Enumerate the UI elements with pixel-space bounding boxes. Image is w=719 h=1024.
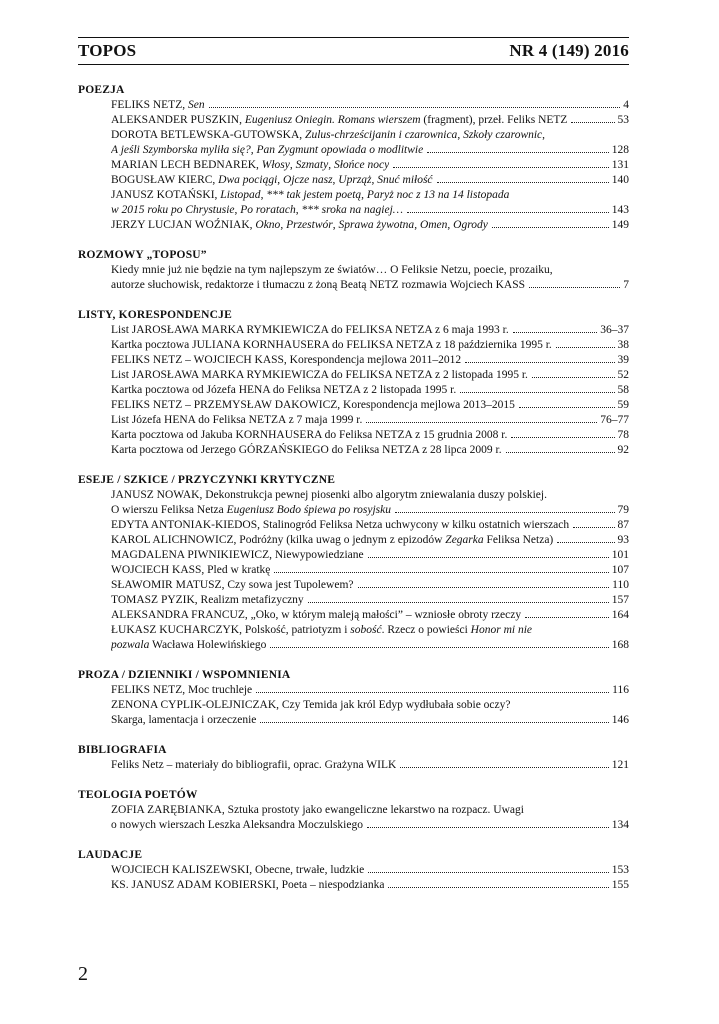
toc-line [111, 368, 629, 383]
italic-title: Okno [255, 219, 281, 231]
entry-segment: Feliksa Netza) [483, 534, 554, 546]
entry-page-number: 58 [617, 384, 629, 396]
toc-entry [111, 338, 629, 353]
section-heading: POEZJA [78, 84, 125, 96]
dot-leader [532, 377, 615, 378]
toc-line [111, 428, 629, 443]
toc-section [78, 788, 629, 833]
italic-title: Po roratach [240, 204, 296, 216]
entry-segment: JERZY LUCJAN WOŹNIAK, [111, 219, 256, 231]
dot-leader [308, 602, 609, 603]
toc-line [111, 338, 629, 353]
toc-line [111, 878, 629, 893]
entry-segment: BOGUSŁAW KIERC, [111, 174, 219, 186]
entry-segment: , [361, 189, 367, 201]
entry-text [111, 173, 433, 188]
entry-segment: ALEKSANDER PUSZKIN, [111, 114, 245, 126]
toc-entry [111, 128, 629, 158]
toc-line [111, 143, 629, 158]
entry-text [111, 428, 507, 443]
toc-entry [111, 188, 629, 218]
toc-section [78, 473, 629, 653]
toc-entry [111, 398, 629, 413]
entry-segment: Skarga, lamentacja i orzeczenie [111, 714, 257, 726]
italic-title: Eugeniusz Oniegin. Romans wierszem [244, 114, 421, 126]
entry-segment: Karta pocztowa od Jakuba KORNHAUSERA do Feliksa NETZA z 15 grudnia 2008 r. [111, 429, 508, 441]
toc-line [111, 158, 629, 173]
entry-segment: Feliks Netz – materiały do bibliografii, oprac. Grażyna WILK [111, 759, 397, 771]
toc-section [78, 83, 629, 233]
entry-text [111, 608, 521, 623]
entry-page-number: 4 [623, 99, 629, 111]
entry-page-number: 52 [617, 369, 629, 381]
italic-title: Listopad [220, 189, 261, 201]
toc-section [78, 743, 629, 773]
toc-entry [111, 173, 629, 188]
entry-segment: , [371, 174, 378, 186]
italic-title: Zulus-chrześcijanin i czarownica [305, 129, 458, 141]
entry-text [111, 443, 502, 458]
entry-segment: ZENONA CYPLIK-OLEJNICZAK, Czy Temida jak król Edyp wydłubała sobie oczy? [111, 699, 511, 711]
toc-line [111, 533, 629, 548]
entry-segment: KAROL ALICHNOWICZ, Podróżny (kilka uwag o jednym z epizodów [111, 534, 446, 546]
dot-leader [393, 167, 609, 168]
toc-line [111, 698, 629, 713]
toc-line [111, 113, 629, 128]
italic-title: Snuć miłość [377, 174, 433, 186]
section-heading: LAUDACJE [78, 849, 143, 861]
toc-line [111, 218, 629, 233]
entry-segment: Kiedy mnie już nie będzie na tym najlepszym ze światów… O Feliksie Netzu, poecie, prozaiku, [111, 264, 553, 276]
entry-segment: , [289, 159, 296, 171]
toc-section [78, 308, 629, 458]
italic-title: Sen [187, 99, 205, 111]
table-of-contents [78, 83, 629, 908]
dot-leader [260, 722, 608, 723]
toc-entry [111, 518, 629, 533]
dot-leader [368, 872, 608, 873]
toc-line [111, 623, 629, 638]
toc-line [111, 683, 629, 698]
dot-leader [427, 152, 609, 153]
toc-line [111, 578, 629, 593]
italic-title: *** sroka na nagiej… [301, 204, 403, 216]
journal-title: TOPOS [78, 41, 137, 60]
entry-text [111, 158, 389, 173]
toc-entry [111, 533, 629, 548]
dot-leader [437, 182, 609, 183]
section-heading: TEOLOGIA POETÓW [78, 789, 198, 801]
entry-page-number: 7 [623, 279, 629, 291]
italic-title: Omen [419, 219, 448, 231]
dot-leader [407, 212, 609, 213]
entry-segment: ŁUKASZ KUCHARCZYK, Polskość, patriotyzm i [111, 624, 351, 636]
entry-segment: , [280, 219, 287, 231]
entry-segment: JANUSZ NOWAK, Dekonstrukcja pewnej piosenki albo algorytm zniewalania duszy polskiej. [111, 489, 547, 501]
toc-entry [111, 263, 629, 293]
dot-leader [274, 572, 608, 573]
toc-line [111, 608, 629, 623]
dot-leader [556, 347, 615, 348]
toc-line [111, 398, 629, 413]
dot-leader [513, 332, 598, 333]
dot-leader [571, 122, 614, 123]
dot-leader [388, 887, 608, 888]
entry-segment: ALEKSANDRA FRANCUZ, „Oko, w którym maleją małości” – wzniosłe obroty rzeczy [111, 609, 522, 621]
entry-page-number: 38 [617, 339, 629, 351]
toc-section [78, 248, 629, 293]
italic-title: pozwala [111, 639, 150, 651]
entry-text [111, 503, 391, 518]
toc-entry [111, 413, 629, 428]
dot-leader [256, 692, 609, 693]
entry-segment: FELIKS NETZ, Moc truchleje [111, 684, 253, 696]
entry-page-number: 134 [611, 819, 629, 831]
italic-title: Dwa pociągi [218, 174, 278, 186]
entry-segment: TOMASZ PYZIK, Realizm metafizyczny [111, 594, 304, 606]
entry-page-number: 92 [617, 444, 629, 456]
entry-text [111, 593, 304, 608]
toc-entry [111, 758, 629, 773]
entry-text [111, 638, 266, 653]
italic-title: Uprząż [338, 174, 372, 186]
toc-entry [111, 428, 629, 443]
entry-segment: Karta pocztowa od Jerzego GÓRZAŃSKIEGO do Feliksa NETZA z 28 lipca 2009 r. [111, 444, 502, 456]
italic-title: Eugeniusz Bodo śpiewa po rosyjsku [226, 504, 392, 516]
dot-leader [368, 557, 609, 558]
entry-segment: , [234, 204, 241, 216]
entry-segment: . Rzecz o powieści [381, 624, 471, 636]
entry-text [111, 218, 488, 233]
entry-segment: , [447, 219, 454, 231]
entry-page-number: 153 [611, 864, 629, 876]
toc-entry [111, 218, 629, 233]
toc-section [78, 848, 629, 893]
dot-leader [400, 767, 608, 768]
entry-page-number: 93 [617, 534, 629, 546]
toc-line [111, 128, 629, 143]
entry-text [111, 863, 364, 878]
entry-text [111, 698, 511, 713]
toc-entry [111, 443, 629, 458]
dot-leader [506, 452, 615, 453]
entry-page-number: 59 [617, 399, 629, 411]
toc-line [111, 488, 629, 503]
dot-leader [270, 647, 608, 648]
italic-title: Ogrody [453, 219, 488, 231]
entry-segment: , [328, 159, 334, 171]
entry-page-number: 128 [611, 144, 629, 156]
dot-leader [525, 617, 609, 618]
italic-title: *** tak jestem poetą [266, 189, 362, 201]
toc-line [111, 383, 629, 398]
page-number: 2 [78, 963, 88, 985]
entry-page-number: 76–77 [600, 414, 629, 426]
toc-line [111, 863, 629, 878]
entry-text [111, 518, 569, 533]
entry-segment: , [414, 219, 420, 231]
entry-segment: , [277, 174, 284, 186]
dot-leader [395, 512, 614, 513]
entry-segment: SŁAWOMIR MATUSZ, Czy sowa jest Tupolewem? [111, 579, 354, 591]
toc-line [111, 758, 629, 773]
entry-text [111, 203, 403, 218]
entry-text [111, 413, 362, 428]
entry-page-number: 101 [611, 549, 629, 561]
entry-text [111, 818, 363, 833]
toc-line [111, 803, 629, 818]
toc-entry [111, 563, 629, 578]
entry-text [111, 578, 354, 593]
toc-entry [111, 593, 629, 608]
entry-text [111, 278, 525, 293]
entry-segment: WOJCIECH KASS, Pled w kratkę [111, 564, 271, 576]
entry-text [111, 98, 205, 113]
italic-title: Włosy [261, 159, 290, 171]
italic-title: A jeśli Szymborska myliła się?, Pan Zygmunt opowiada o modlitwie [111, 144, 424, 156]
entry-text [111, 383, 456, 398]
dot-leader [358, 587, 610, 588]
entry-segment: , [457, 129, 464, 141]
entry-text [111, 128, 545, 143]
entry-segment: MAGDALENA PIWNIKIEWICZ, Niewypowiedziane [111, 549, 364, 561]
toc-entry [111, 608, 629, 623]
dot-leader [573, 527, 614, 528]
toc-line [111, 593, 629, 608]
italic-title: w 2015 roku po Chrystusie [111, 204, 235, 216]
italic-title: Słońce nocy [333, 159, 390, 171]
italic-title: Szmaty [295, 159, 329, 171]
entry-text [111, 353, 461, 368]
header-top-rule [78, 37, 629, 38]
entry-text [111, 488, 547, 503]
dot-leader [367, 827, 609, 828]
toc-entry [111, 548, 629, 563]
entry-text [111, 533, 553, 548]
entry-text [111, 713, 256, 728]
toc-entry [111, 368, 629, 383]
toc-entry [111, 623, 629, 653]
toc-entry [111, 113, 629, 128]
entry-segment: Kartka pocztowa od Józefa HENA do Feliksa NETZA z 2 listopada 1995 r. [111, 384, 457, 396]
entry-text [111, 263, 553, 278]
entry-page-number: 168 [611, 639, 629, 651]
italic-title: Szkoły czarownic [463, 129, 543, 141]
italic-title: sobość [350, 624, 382, 636]
toc-line [111, 413, 629, 428]
toc-line [111, 353, 629, 368]
entry-segment: WOJCIECH KALISZEWSKI, Obecne, trwałe, ludzkie [111, 864, 365, 876]
italic-title: Honor mi nie [470, 624, 533, 636]
entry-page-number: 140 [611, 174, 629, 186]
entry-text [111, 548, 364, 563]
entry-segment: , [332, 219, 339, 231]
entry-page-number: 39 [617, 354, 629, 366]
entry-text [111, 623, 532, 638]
entry-text [111, 758, 396, 773]
entry-page-number: 79 [617, 504, 629, 516]
toc-entry [111, 878, 629, 893]
italic-title: Paryż noc z 13 na 14 listopada [366, 189, 510, 201]
entry-text [111, 143, 423, 158]
entry-segment: o nowych wierszach Leszka Aleksandra Moczulskiego [111, 819, 363, 831]
toc-entry [111, 158, 629, 173]
dot-leader [465, 362, 614, 363]
dot-leader [366, 422, 597, 423]
entry-segment: List JAROSŁAWA MARKA RYMKIEWICZA do FELIKSA NETZA z 6 maja 1993 r. [111, 324, 509, 336]
entry-text [111, 398, 515, 413]
dot-leader [557, 542, 614, 543]
entry-text [111, 188, 509, 203]
entry-text [111, 323, 509, 338]
toc-entry [111, 353, 629, 368]
toc-line [111, 188, 629, 203]
entry-segment: KS. JANUSZ ADAM KOBIERSKI, Poeta – niespodzianka [111, 879, 385, 891]
entry-segment: DOROTA BETLEWSKA-GUTOWSKA, [111, 129, 306, 141]
entry-page-number: 110 [612, 579, 629, 591]
section-heading: LISTY, KORESPONDENCJE [78, 309, 232, 321]
entry-page-number: 53 [617, 114, 629, 126]
entry-text [111, 683, 252, 698]
toc-entry [111, 488, 629, 518]
dot-leader [529, 287, 620, 288]
entry-page-number: 155 [611, 879, 629, 891]
dot-leader [460, 392, 614, 393]
toc-entry [111, 383, 629, 398]
section-heading: BIBLIOGRAFIA [78, 744, 167, 756]
toc-line [111, 563, 629, 578]
entry-text [111, 803, 524, 818]
toc-line [111, 518, 629, 533]
toc-line [111, 278, 629, 293]
entry-page-number: 143 [611, 204, 629, 216]
dot-leader [209, 107, 621, 108]
entry-segment: FELIKS NETZ, [111, 99, 188, 111]
toc-entry [111, 323, 629, 338]
italic-title: Ojcze nasz [283, 174, 333, 186]
entry-segment: JANUSZ KOTAŃSKI, [111, 189, 221, 201]
toc-entry [111, 863, 629, 878]
entry-page-number: 107 [611, 564, 629, 576]
entry-page-number: 87 [617, 519, 629, 531]
dot-leader [519, 407, 615, 408]
entry-segment: FELIKS NETZ – WOJCIECH KASS, Korespondencja mejlowa 2011–2012 [111, 354, 462, 366]
toc-line [111, 203, 629, 218]
toc-entry [111, 578, 629, 593]
entry-segment: List JAROSŁAWA MARKA RYMKIEWICZA do FELIKSA NETZA z 2 listopada 1995 r. [111, 369, 528, 381]
entry-segment: EDYTA ANTONIAK-KIEDOS, Stalinogród Feliksa Netza uchwycony w kilku ostatnich wierszach [111, 519, 570, 531]
entry-segment: List Józefa HENA do Feliksa NETZA z 7 maja 1999 r. [111, 414, 363, 426]
toc-entry [111, 98, 629, 113]
entry-page-number: 164 [611, 609, 629, 621]
dot-leader [492, 227, 609, 228]
italic-title: Przestwór [286, 219, 333, 231]
toc-entry [111, 698, 629, 728]
toc-section [78, 668, 629, 728]
entry-segment: autorze słuchowisk, redaktorze i tłumaczu z żoną Beatą NETZ rozmawia Wojciech KASS [111, 279, 525, 291]
entry-text [111, 338, 552, 353]
entry-page-number: 131 [611, 159, 629, 171]
entry-page-number: 157 [611, 594, 629, 606]
entry-segment: Kartka pocztowa JULIANA KORNHAUSERA do FELIKSA NETZA z 18 października 1995 r. [111, 339, 552, 351]
entry-segment: , [260, 189, 267, 201]
italic-title: Sprawa żywotna [338, 219, 415, 231]
toc-line [111, 443, 629, 458]
toc-line [111, 503, 629, 518]
toc-entry [111, 803, 629, 833]
entry-segment: , [332, 174, 339, 186]
entry-segment: Wacława Holewińskiego [149, 639, 267, 651]
section-heading: PROZA / DZIENNIKI / WSPOMNIENIA [78, 669, 291, 681]
entry-page-number: 121 [611, 759, 629, 771]
toc-line [111, 98, 629, 113]
entry-segment: O wierszu Feliksa Netza [111, 504, 227, 516]
entry-text [111, 878, 384, 893]
section-heading: ESEJE / SZKICE / PRZYCZYNKI KRYTYCZNE [78, 474, 336, 486]
toc-line [111, 818, 629, 833]
entry-text [111, 113, 567, 128]
entry-page-number: 78 [617, 429, 629, 441]
toc-line [111, 263, 629, 278]
entry-segment: , [295, 204, 302, 216]
entry-segment: MARIAN LECH BEDNAREK, [111, 159, 262, 171]
entry-text [111, 368, 528, 383]
entry-segment: ZOFIA ZARĘBIANKA, Sztuka prostoty jako ewangeliczne lekarstwo na rozpacz. Uwagi [111, 804, 524, 816]
entry-segment: , [542, 129, 546, 141]
entry-text [111, 563, 270, 578]
toc-line [111, 638, 629, 653]
toc-line [111, 713, 629, 728]
toc-line [111, 548, 629, 563]
entry-page-number: 116 [612, 684, 629, 696]
entry-page-number: 36–37 [600, 324, 629, 336]
section-heading: ROZMOWY „TOPOSU” [78, 249, 207, 261]
toc-entry [111, 683, 629, 698]
toc-line [111, 173, 629, 188]
italic-title: Zegarka [445, 534, 484, 546]
issue-number: NR 4 (149) 2016 [509, 41, 629, 60]
entry-segment: (fragment), przeł. Feliks NETZ [420, 114, 568, 126]
entry-page-number: 146 [611, 714, 629, 726]
dot-leader [511, 437, 614, 438]
header-bottom-rule [78, 64, 629, 65]
entry-page-number: 149 [611, 219, 629, 231]
toc-line [111, 323, 629, 338]
entry-segment: FELIKS NETZ – PRZEMYSŁAW DAKOWICZ, Korespondencja mejlowa 2013–2015 [111, 399, 515, 411]
